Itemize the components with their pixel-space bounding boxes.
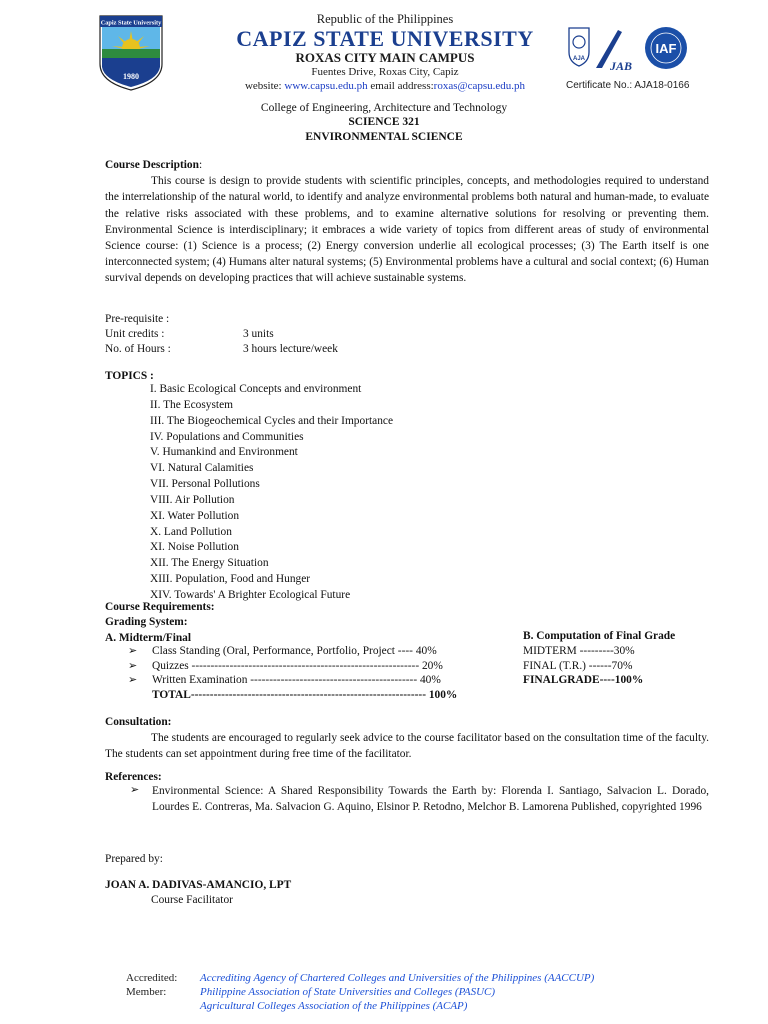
letterhead [180,12,590,93]
course-requirements-heading: Course Requirements: [105,601,215,613]
aja-logo [569,28,589,66]
grading-total [128,688,488,703]
course-description-heading [105,157,709,173]
topic-item: XI. Water Pollution [150,509,240,522]
grading-system-heading: Grading System: [105,615,188,628]
grading-total-text: TOTAL-------------------------------------------------------------- 100% [152,688,458,701]
unit-credits-row [105,327,709,342]
iaf-logo [645,27,687,69]
university-name: CAPIZ STATE UNIVERSITY [236,26,534,52]
member-value: Philippine Association of State Universities and Colleges (PASUC) [200,986,496,999]
unit-credits-value: 3 units [243,327,274,340]
reference-text: Environmental Science: A Shared Responsibility Towards the Earth by: Florenda I. Santiago, Salvacion L. Dorado, Lourdes E. Contreras, Ma. Salvacion G. Aquino, Elsinor P. Retodno, Melchor B. Lamorena Published, copyrighted 1996 [152,785,709,814]
course-description-title: Course Description [105,159,199,171]
topic-item: II. The Ecosystem [150,398,233,411]
topic-item: VIII. Air Pollution [150,493,235,506]
topic-item: I. Basic Ecological Concepts and environment [150,383,362,395]
course-description-colon: : [198,159,203,171]
prepared-by-label: Prepared by: [105,853,163,865]
consultation-body: The students are encouraged to regularly seek advice to the course facilitator based on the consultation time of the faculty. The students can set appointment during free time of the facilitator. [105,732,709,761]
midterm-final-heading: A. Midterm/Final [105,632,192,644]
aja-logo-text: AJA [572,56,586,62]
certification-logos [566,26,690,96]
campus-name: ROXAS CITY MAIN CAMPUS [295,50,475,66]
computation-heading: B. Computation of Final Grade [523,630,676,642]
hours-label: No. of Hours : [105,342,171,355]
republic-line: Republic of the Philippines [316,12,454,26]
hours-row [105,342,709,357]
campus-address: Fuentes Drive, Roxas City, Capiz [311,66,459,79]
grading-item [128,659,488,674]
prerequisite-row [105,312,709,327]
topic-item: IV. Populations and Communities [150,430,304,443]
contact-line [180,80,590,93]
seal-year: 1980 [123,72,139,81]
arrow-bullet-icon: ➢ [128,674,138,687]
website-label: website: [244,79,285,92]
references-heading: References: [105,771,162,783]
topic-item: VI. Natural Calamities [150,462,254,475]
course-description-body: This course is design to provide students with scientific principles, concepts, and methodologies required to understand the interrelationship of the natural world, to identify and analyze environmental problems both natural and human-made, to evaluate the relative risks associated with these problems, and to examine alternative solutions for resolving or preventing them. Environmental Science is interdisciplinary; it embraces a wide variety of topics from different areas of study of environmental Science course: (1) Science is a process; (2) Energy conversion underlie all ecological processes; (3) The Earth itself is one interconnected system; (4) Humans alter natural systems; (5) Environmental problems have a cultural and social context; (6) Human survival depends on developing practices that will achieve sustainable systems. [105,175,709,285]
computation-item: FINAL (T.R.) ------70% [523,659,633,672]
preparer-role: Course Facilitator [151,893,233,906]
topic-item: VII. Personal Pollutions [150,478,260,491]
topic-item: X. Land Pollution [150,525,232,538]
grading-item-text: Written Examination -------------------------------------------- 40% [152,674,441,687]
topic-item: XIII. Population, Food and Hunger [150,573,311,586]
course-description-section [105,157,709,287]
seal-top-text: Capiz State University [100,19,162,27]
member-row [126,999,686,1013]
grading-item-text: Class Standing (Oral, Performance, Portfolio, Project ---- 40% [152,645,437,657]
arrow-bullet-icon: ➢ [130,784,140,796]
midterm-items [128,644,488,702]
member-value: Agricultural Colleges Association of the Philippines (ACAP) [200,1000,468,1013]
college-name: College of Engineering, Architecture and Technology [260,102,508,114]
certificate-number: Certificate No.: AJA18-0166 [566,80,690,91]
accreditation-footer [126,971,686,1013]
consultation-section [105,714,709,763]
member-row [126,985,686,999]
computation-item: MIDTERM ---------30% [523,645,635,657]
computation-final: FINALGRADE----100% [523,674,644,687]
course-title: ENVIRONMENTAL SCIENCE [305,130,463,143]
grading-item [128,644,488,659]
member-label: Member: [126,986,167,999]
topics-heading: TOPICS : [105,370,154,382]
topic-item: XI. Noise Pollution [150,541,239,554]
topic-item: XII. The Energy Situation [150,557,269,570]
consultation-heading: Consultation: [105,716,172,728]
accredited-row [126,971,686,985]
jab-logo-text: JAB [610,59,633,73]
topic-item: III. The Biogeochemical Cycles and their Importance [150,414,394,427]
topics-list [150,382,393,604]
email-link[interactable]: roxas@capsu.edu.ph [433,79,526,92]
course-header [0,101,768,144]
iaf-logo-text: IAF [655,41,677,56]
signature-block [105,878,709,908]
topic-item: V. Humankind and Environment [150,446,298,459]
website-link[interactable]: www.capsu.edu.ph [284,79,368,92]
unit-credits-label: Unit credits : [105,327,165,340]
computation-items [523,644,643,688]
grading-item-text: Quizzes ------------------------------------------------------------ 20% [152,659,443,672]
hours-value: 3 hours lecture/week [243,342,338,355]
course-info [105,312,709,356]
reference-item [130,783,709,815]
grading-item [128,673,488,688]
jab-logo [596,30,632,73]
university-seal-logo [96,12,166,92]
references-list [130,783,709,815]
accredited-label: Accredited: [126,972,178,984]
arrow-bullet-icon: ➢ [128,659,138,672]
prerequisite-label: Pre-requisite : [105,313,170,325]
arrow-bullet-icon: ➢ [128,645,138,657]
topic-item: XIV. Towards' A Brighter Ecological Future [150,588,351,601]
course-code: SCIENCE 321 [348,116,420,129]
email-label: email address: [367,79,434,92]
requirements-block [105,600,709,630]
preparer-name: JOAN A. DADIVAS-AMANCIO, LPT [105,879,292,891]
accredited-value: Accrediting Agency of Chartered Colleges and Universities of the Philippines (AACCUP) [200,972,595,984]
